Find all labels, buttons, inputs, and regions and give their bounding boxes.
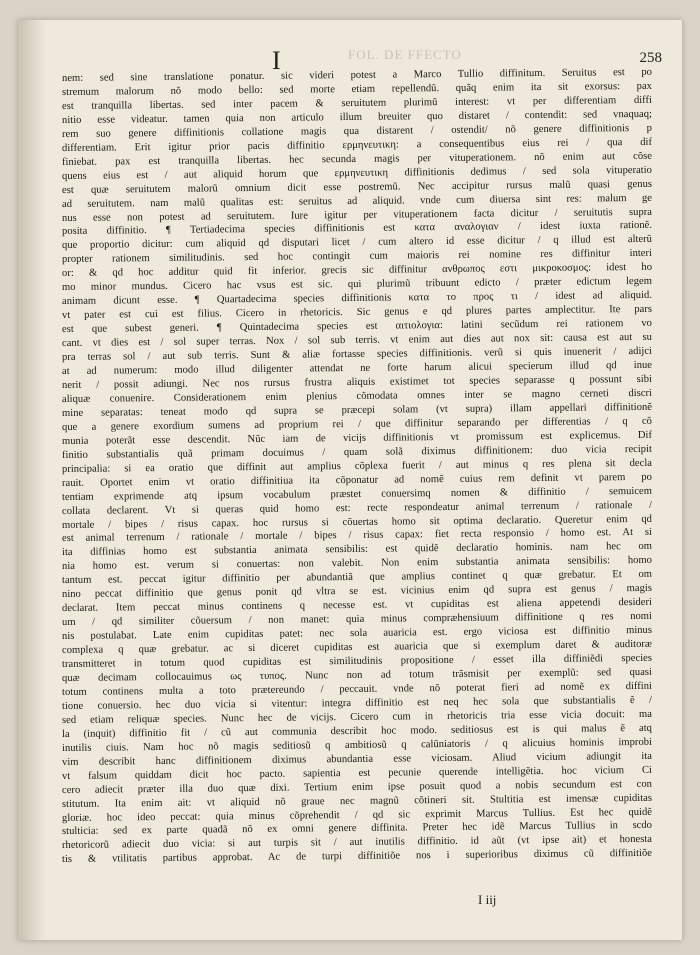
text-line: nus esse non potest ad seruitutem. Iure igitur per vituperationem facta dicitur / seruitutis supra <box>61 206 653 224</box>
text-line: quens eius est / aut aliquid horum que ερμηνευτικη diffinitionis dedimus / sed sola vituperatio <box>61 164 653 182</box>
text-line: nia homo est. verum si conuertas: non valebit. Non enim substantia animata sensibilis: homo <box>61 555 653 573</box>
text-line: tione conuersio. hec duo vicia si vitentur: integra diffinitio est neq hec sola que substantialis ẽ / <box>61 694 653 712</box>
text-line: nem: sed sine translatione ponatur. sic videri potest a Marco Tullio diffinitum. Seruitus est po <box>61 66 653 84</box>
text-line: cero adiecit præter illa duo quæ dixi. Tertium enim ipse posuit quod a nobis secundum est con <box>61 778 653 796</box>
text-line: principalia: si ea oratio que diffinit aut amplius cõplexa fuerit / aut minus q res plena sit decla <box>61 457 653 475</box>
text-line: complexa q quæ grebatur. ac si diceret cupiditas est auaricia que si exemplum daret & auditoræ <box>61 638 653 657</box>
text-line: cant. vt dies est / sol super terras. Nox / sol sub terris. vt enim aut dies aut nox sit: causa est aut su <box>61 331 653 350</box>
text-line: animam dicunt esse. ¶ Quartadecima species diffinitionis κατα το προς τι / idest ad aliquid. <box>61 290 653 308</box>
text-line: or: & qd hoc additur quid fit inferior. grecis sic diffinitur ανθρωπος εστι μικροκοσμος: idest ho <box>61 262 653 280</box>
text-line: pra terras sol / aut sub terris. Sunt & aliæ fortasse species diffinitionis. verũ si quis inuenerit / adijci <box>61 345 653 364</box>
text-line: est que subest generi. ¶ Quintadecima species est αιτιολογια: latini secũdum rei rationem vo <box>61 317 653 336</box>
text-line: stremum malorum nõ modo bello: sed morte etiam repellendũ. quãq enim ita sit exorsus: pax <box>61 80 653 98</box>
text-line: posita diffinitio. ¶ Tertiadecima species diffinitionis est κατα αναλογιαν / idest iuxta rationẽ. <box>61 220 653 238</box>
text-line: quæ decimam collocauimus ως τυπος. Nunc non ad totum trãsmisit per exemplũ: sed quasi <box>61 666 653 684</box>
book-page <box>18 20 682 940</box>
text-line: nitio esse videatur. tamen quia non articulo illum breuiter quo distaret / contendit: sed vnaquaq; <box>61 108 653 126</box>
text-line: um / qd similiter cõuersum / non manet: quia minus compræhensiuum diffinitione q res nomi <box>61 610 653 629</box>
text-line: totum continens multa a toto prætereundo / peccauit. vnde nõ poterat fieri ad nomẽ ex diffini <box>61 680 653 698</box>
text-line: stitutum. Ita enim ait: vt aliquid nõ graue nec magnũ cõtineri sit. Stultitia est imensæ cupiditas <box>61 792 653 810</box>
text-line: est quæ seruitutem malorũ omnium dicit esse postremũ. Nec accipitur rursus malũ quasi genus <box>61 178 653 196</box>
folio-number: 258 <box>639 50 662 66</box>
text-line: nerit / possit adiungi. Nec nos rursus frustra aliquis existimet tot species separasse q possunt sibi <box>61 373 653 391</box>
text-line: collata declarent. Vt si queras quid homo est: recte respondeatur animal terrenum / rationale / <box>61 499 653 517</box>
text-line: munia poterãt esse descendit. Nũc iam de vicijs diffinitionis vt promissum est explicemus. Dif <box>61 429 653 447</box>
text-line: rauit. Oportet enim vt oratio diffinitiua ita cõponatur ad nomẽ cuius rem definit vt parem po <box>61 471 653 489</box>
text-line: declarat. Item peccat minus continens q necesse est. vt cupiditas est aliena appetendi desideri <box>61 597 653 615</box>
body-text-block <box>61 66 653 867</box>
text-line: tantum est. peccat igitur diffinitio per abundantiã que amplius continet q quæ grebatur. Et om <box>61 569 653 587</box>
text-line: aliquæ conuenire. Considerationem enim plenius cõmodata omnes inter se magno cerneti discri <box>61 387 653 405</box>
text-line: que proportio dicitur: cum aliquid qd disputari licet / cum altero id esse dicitur / q illud est alterũ <box>61 234 653 252</box>
running-head: FOL. DE FFECTO <box>348 47 462 62</box>
text-line: nis postulabat. Late enim cupiditas patet: nec sola auaricia est. ergo viciosa est diffinitio minus <box>61 624 653 643</box>
text-line: rem suo genere diffinitionis collatione magis qua distarent / ostendit/ nõ genere diffinitionis p <box>61 122 653 140</box>
text-line: inutilis ciuis. Nam hoc nõ magis seditiosũ q ambitiosũ q calũniatoris / q alicuius hominis improbi <box>61 736 653 754</box>
text-line: mortale / bipes / risus capax. hoc rursus si cõuertas homo sit optima declaratio. Queretur enim qd <box>61 513 653 531</box>
text-line: at ad numerum: modo illud diligenter attendat ne forte harum alicui specierum illud qd inue <box>61 359 653 378</box>
text-line: finitio substantialis quã primam docuimus / quam solã diximus diffinitionem: duo vicia recipit <box>61 443 653 461</box>
text-line: nino peccat diffinitio que genus ponit qd vltra se est. vicinius enim qd supra est genus / magis <box>61 583 653 601</box>
text-line: tis & vtilitatis partibus approbat. Ac de turpi diffinitiõe nos i superioribus diximus cũ diffinitiõe <box>61 848 653 866</box>
signature-mark: I <box>272 46 281 75</box>
text-line: est tranquilla libertas. sed inter pacem & seruitutem plurimũ interest: vt per differentiam diffi <box>61 94 653 112</box>
text-line: transmitteret in totum quod cupiditas est similitudinis propositione / esset illa diffiniẽdi species <box>61 652 653 671</box>
text-line: que a genere exordium sumens ad proprium rei / que diffinitur separando per differentias / q cõ <box>61 415 653 433</box>
catchword: I iij <box>478 892 497 907</box>
text-line: vim describit hanc diffinitionem diximus abundantia esse viciosam. Aliud vicium adiungit ita <box>61 750 653 768</box>
text-line: mo minor mundus. Cicero hac vsus est sic. qui plurimũ tribuunt edicto / præter edictum legem <box>61 276 653 294</box>
text-line: gloriæ. hoc ideo peccat: quia minus cõprehendit / qd sic exprimit Marcus Tullius. Est hec quidẽ <box>61 806 653 824</box>
text-line: mine separatas: teneat modo qd supra se præcepi solam (vt supra) illam appellari diffinitionẽ <box>61 401 653 419</box>
text-line: vt pater est cui est filius. Cicero in rhetoricis. Sic genus e qd plures partes amplectitur. Ite pars <box>61 304 653 322</box>
text-line: ita diffinias homo est substantia animata sensibilis: est quidẽ declaratio hominis. nam hec om <box>61 541 653 559</box>
text-line: stulticia: sed ex parte quadã nõ ex omni genere diffinita. Preter hec idẽ Marcus Tullius in scdo <box>61 820 653 838</box>
text-line: sed etiam reliquæ species. Nunc hec de vicijs. Cicero cum in rhetoricis tria esse vicia docuit: ma <box>61 708 653 726</box>
text-line: finiebat. pax est tranquilla libertas. hec secunda magis per vituperationem. nõ enim aut cõse <box>61 150 653 168</box>
text-line: tentiam exprimende atq ipsum vocabulum præstet conuersimq nomen & diffinitio / semuicem <box>61 485 653 503</box>
text-line: est animal terrenum / rationale / mortale / bipes / risus capax: fiet recta responsio / homo est. At si <box>61 527 653 545</box>
text-line: vt falsum quiddam dicit hoc pacto. sapientia est pecunie querende intelligẽtia. hoc vicium Ci <box>61 764 653 782</box>
text-line: ad seruitutem. nam malũ qualitas est: seruitus ad aliquid. vnde cum diuersa sint res: malum ge <box>61 192 653 210</box>
page-gutter-shadow <box>18 20 46 940</box>
text-line: differentiam. Erit igitur prior pacis diffinitio ερμηνευτικη: a consequentibus eius rei / qua dif <box>61 136 653 154</box>
text-line: propter rationem similitudinis. sed hoc contingit cum maioris rei nomine res diffinitur interi <box>61 248 653 266</box>
text-line: la (inquit) diffinitio fit / cũ aut communia describit hoc modo. seditiosus est is qui malus ẽ atq <box>61 722 653 740</box>
text-line: rhetoricorũ adiecit duo vicia: si aut turpis sit / aut inutilis diffinitio. id aũt (vt ipse ait) et honesta <box>61 834 653 852</box>
